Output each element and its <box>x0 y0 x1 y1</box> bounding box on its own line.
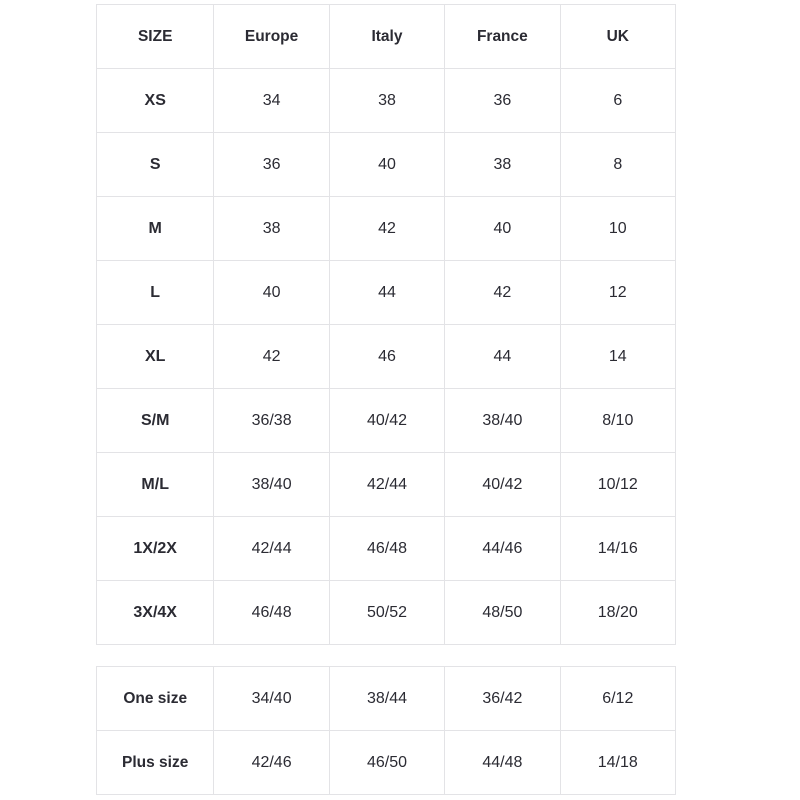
cell-france: 40 <box>445 197 560 261</box>
cell-france: 44/46 <box>445 517 560 581</box>
main-size-table <box>96 4 676 645</box>
cell-europe: 38 <box>214 197 329 261</box>
row-label: S <box>97 133 214 197</box>
row-label: S/M <box>97 389 214 453</box>
cell-uk: 6 <box>560 69 675 133</box>
table-row <box>97 389 676 453</box>
cell-uk: 12 <box>560 261 675 325</box>
cell-uk: 14/18 <box>560 731 675 795</box>
cell-france: 36/42 <box>445 667 560 731</box>
cell-uk: 6/12 <box>560 667 675 731</box>
secondary-size-table-body <box>97 667 676 795</box>
cell-italy: 38/44 <box>329 667 444 731</box>
cell-france: 44/48 <box>445 731 560 795</box>
cell-italy: 46/48 <box>329 517 444 581</box>
cell-europe: 42/46 <box>214 731 329 795</box>
cell-italy: 46 <box>329 325 444 389</box>
table-row <box>97 581 676 645</box>
row-label: L <box>97 261 214 325</box>
cell-europe: 40 <box>214 261 329 325</box>
row-label: M/L <box>97 453 214 517</box>
cell-italy: 44 <box>329 261 444 325</box>
row-label: 1X/2X <box>97 517 214 581</box>
table-row <box>97 69 676 133</box>
row-label: XS <box>97 69 214 133</box>
cell-italy: 42/44 <box>329 453 444 517</box>
row-label: 3X/4X <box>97 581 214 645</box>
column-header-france: France <box>445 5 560 69</box>
cell-italy: 46/50 <box>329 731 444 795</box>
cell-italy: 40 <box>329 133 444 197</box>
column-header-uk: UK <box>560 5 675 69</box>
cell-italy: 42 <box>329 197 444 261</box>
cell-france: 42 <box>445 261 560 325</box>
cell-france: 48/50 <box>445 581 560 645</box>
cell-france: 36 <box>445 69 560 133</box>
cell-france: 38 <box>445 133 560 197</box>
table-row <box>97 197 676 261</box>
cell-uk: 18/20 <box>560 581 675 645</box>
cell-uk: 8/10 <box>560 389 675 453</box>
secondary-size-table <box>96 666 676 795</box>
cell-europe: 36 <box>214 133 329 197</box>
table-row <box>97 731 676 795</box>
cell-france: 40/42 <box>445 453 560 517</box>
table-row <box>97 453 676 517</box>
cell-italy: 40/42 <box>329 389 444 453</box>
cell-europe: 34/40 <box>214 667 329 731</box>
cell-uk: 10 <box>560 197 675 261</box>
column-header-size: SIZE <box>97 5 214 69</box>
cell-france: 38/40 <box>445 389 560 453</box>
table-header-row <box>97 5 676 69</box>
cell-uk: 8 <box>560 133 675 197</box>
cell-france: 44 <box>445 325 560 389</box>
main-size-table-container <box>96 4 676 645</box>
column-header-italy: Italy <box>329 5 444 69</box>
cell-europe: 36/38 <box>214 389 329 453</box>
row-label: M <box>97 197 214 261</box>
main-size-table-body <box>97 69 676 645</box>
table-row <box>97 325 676 389</box>
cell-italy: 50/52 <box>329 581 444 645</box>
cell-europe: 42 <box>214 325 329 389</box>
cell-europe: 38/40 <box>214 453 329 517</box>
column-header-europe: Europe <box>214 5 329 69</box>
table-row <box>97 667 676 731</box>
cell-uk: 14/16 <box>560 517 675 581</box>
table-row <box>97 133 676 197</box>
main-size-table-header <box>97 5 676 69</box>
row-label: XL <box>97 325 214 389</box>
table-row <box>97 261 676 325</box>
cell-europe: 46/48 <box>214 581 329 645</box>
row-label: One size <box>97 667 214 731</box>
cell-uk: 10/12 <box>560 453 675 517</box>
table-row <box>97 517 676 581</box>
cell-europe: 34 <box>214 69 329 133</box>
row-label: Plus size <box>97 731 214 795</box>
cell-uk: 14 <box>560 325 675 389</box>
secondary-size-table-container <box>96 666 676 795</box>
cell-europe: 42/44 <box>214 517 329 581</box>
cell-italy: 38 <box>329 69 444 133</box>
